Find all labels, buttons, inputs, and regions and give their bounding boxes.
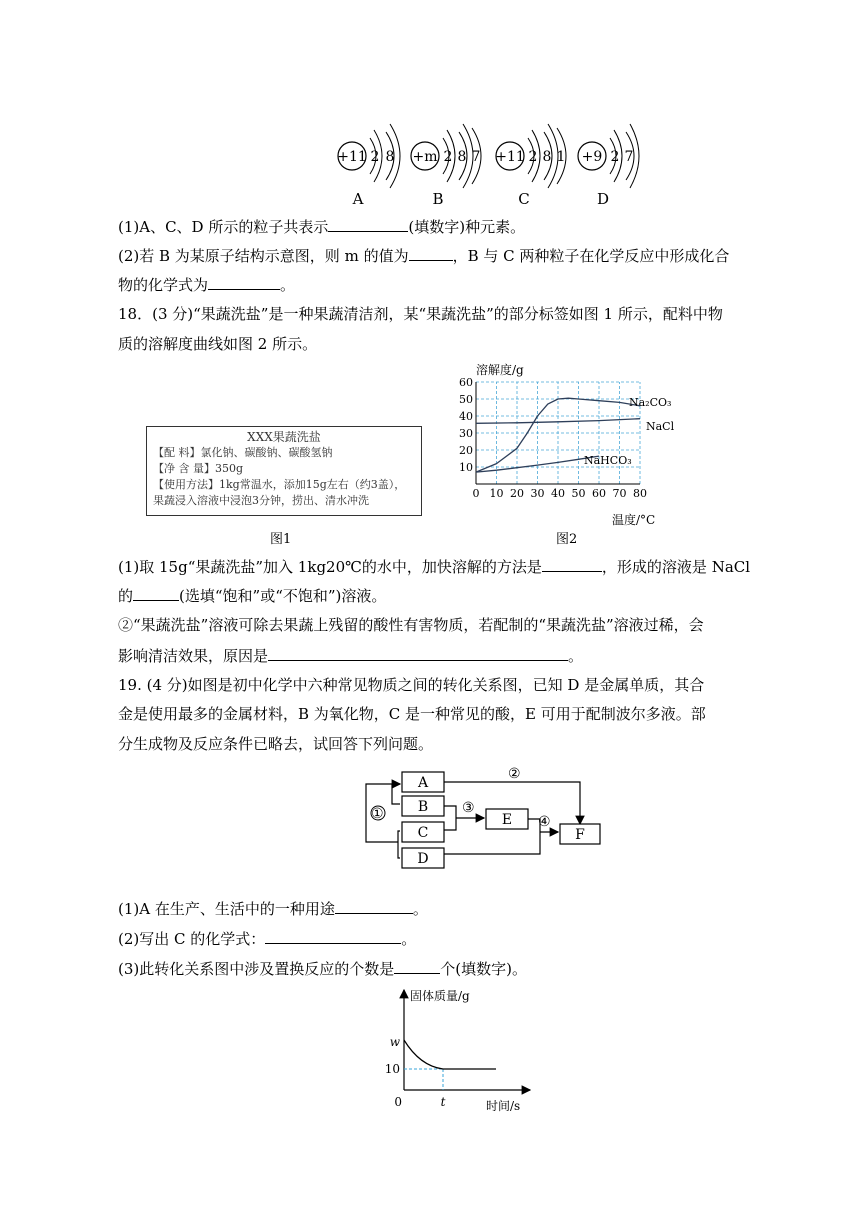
particle-b-shell-3: 7 — [471, 149, 481, 165]
svg-text:B: B — [417, 799, 429, 815]
q17-part1: (1)A、C、D 所示的粒子共表示 (填数字)种元素。 — [118, 218, 526, 236]
step-1-label: ① — [371, 806, 384, 822]
q17-part2: (2)若 B 为某原子结构示意图，则 m 的值为 ，B 与 C 两种粒子在化学反应中形成化合 — [118, 247, 730, 265]
product-label-usage: 【使用方法】1kg常温水，添加15g左右（约3盖）， — [153, 478, 406, 491]
q19-part2: (2)写出 C 的化学式： 。 — [118, 930, 417, 948]
q19-intro-2: 金是使用最多的金属材料，B 为氧化物，C 是一种常见的酸，E 可用于配制波尔多液。部 — [118, 705, 706, 723]
answer-blank[interactable] — [409, 245, 453, 261]
svg-text:E: E — [501, 812, 513, 828]
x-tick-label: 20 — [510, 487, 524, 500]
mass-curve — [404, 1040, 496, 1069]
figure-1-caption: 图1 — [270, 532, 292, 547]
svg-text:D: D — [417, 851, 429, 867]
mass-origin-tick: 0 — [394, 1095, 402, 1109]
particle-c-shell-2: 8 — [542, 149, 552, 165]
atom-structure-diagram — [330, 118, 650, 210]
mass-w-tick: w — [389, 1035, 400, 1049]
particle-d-shell-2: 7 — [624, 149, 634, 165]
q18-intro-2: 质的溶解度曲线如图 2 所示。 — [118, 335, 318, 353]
q18-part2-cont: 影响清洁效果，原因是 。 — [118, 647, 584, 665]
q18-part1: (1)取 15g“果蔬洗盐”加入 1kg20℃的水中，加快溶解的方法是 ，形成的溶液是 NaCl — [118, 558, 751, 576]
particle-c-letter: C — [518, 190, 530, 208]
mass-t-tick: t — [440, 1095, 446, 1109]
mass-y-axis-label: 固体质量/g — [410, 989, 470, 1003]
solubility-y-axis-label: 溶解度/g — [476, 363, 524, 377]
particle-d-nucleus: +9 — [581, 149, 603, 165]
particle-b — [411, 124, 481, 208]
x-tick-label: 70 — [612, 487, 627, 500]
mass-time-chart — [380, 982, 550, 1116]
figure-2-caption: 图2 — [556, 532, 578, 547]
particle-a-shell-1: 2 — [370, 149, 380, 165]
y-tick-label: 40 — [459, 410, 473, 423]
particle-b-nucleus: +m — [412, 149, 438, 165]
svg-text:C: C — [417, 825, 429, 841]
step-2-label: ② — [508, 766, 521, 782]
product-label-title: XXX果蔬洗盐 — [247, 430, 321, 444]
solubility-x-axis-label: 温度/°C — [612, 513, 656, 527]
step-3-label: ③ — [462, 800, 475, 816]
particle-c-shell-3: 1 — [556, 149, 566, 165]
mass-10-tick: 10 — [384, 1062, 400, 1076]
y-tick-label: 30 — [459, 427, 473, 440]
product-label — [146, 426, 422, 516]
q19-part1: (1)A 在生产、生活中的一种用途 。 — [118, 900, 428, 918]
series-label-na2co3: Na₂CO₃ — [629, 396, 672, 409]
answer-blank[interactable] — [268, 645, 568, 661]
particle-b-shell-1: 2 — [443, 149, 453, 165]
particle-d-shell-1: 2 — [610, 149, 620, 165]
particle-a — [337, 124, 400, 208]
mass-x-axis-label: 时间/s — [486, 1099, 521, 1113]
answer-blank[interactable] — [208, 274, 280, 290]
particle-b-shell-2: 8 — [457, 149, 467, 165]
x-tick-label: 30 — [530, 487, 545, 500]
x-tick-label: 40 — [551, 487, 565, 500]
x-tick-label: 80 — [633, 487, 647, 500]
q17-part2-cont: 物的化学式为 。 — [118, 276, 296, 294]
particle-c-shell-1: 2 — [528, 149, 538, 165]
particle-a-letter: A — [352, 190, 364, 208]
q19-part3: (3)此转化关系图中涉及置换反应的个数是 个(填数字)。 — [118, 960, 527, 978]
x-tick-label: 0 — [472, 487, 480, 500]
solubility-chart — [450, 362, 690, 530]
particle-c-nucleus: +11 — [495, 149, 525, 165]
particle-b-letter: B — [432, 190, 444, 208]
q18-part2: ②“果蔬洗盐”溶液可除去果蔬上残留的酸性有害物质，若配制的“果蔬洗盐”溶液过稀，会 — [118, 616, 704, 634]
series-label-nacl: NaCl — [646, 420, 675, 433]
y-tick-label: 20 — [459, 444, 473, 457]
q19-intro-1: 19. (4 分)如图是初中化学中六种常见物质之间的转化关系图，已知 D 是金属单质，其合 — [118, 676, 705, 694]
answer-blank[interactable] — [328, 216, 408, 232]
answer-blank[interactable] — [265, 928, 401, 944]
y-tick-label: 50 — [459, 393, 473, 406]
particle-a-shell-2: 8 — [385, 149, 395, 165]
series-label-nahco3: NaHCO₃ — [584, 454, 632, 467]
y-tick-label: 60 — [459, 376, 473, 389]
x-tick-label: 10 — [489, 487, 504, 500]
particle-d-letter: D — [596, 190, 610, 208]
q18-intro-1: 18．(3 分)“果蔬洗盐”是一种果蔬清洁剂，某“果蔬洗盐”的部分标签如图 1 所示，配料中物 — [118, 305, 723, 323]
answer-blank[interactable] — [542, 556, 602, 572]
answer-blank[interactable] — [133, 585, 179, 601]
answer-blank[interactable] — [394, 958, 440, 974]
x-tick-label: 60 — [592, 487, 606, 500]
product-label-net-weight: 【净 含 量】350g — [153, 462, 244, 475]
conversion-diagram — [360, 764, 610, 872]
q19-intro-3: 分生成物及反应条件已略去，试回答下列问题。 — [118, 735, 434, 753]
y-tick-label: 10 — [459, 461, 473, 474]
particle-d — [578, 124, 639, 208]
q18-part1-cont: 的 (选填“饱和”或“不饱和”)溶液。 — [118, 587, 387, 605]
svg-text:F: F — [575, 827, 585, 843]
step-4-label: ④ — [538, 814, 551, 830]
x-tick-label: 50 — [571, 487, 586, 500]
product-label-ingredients: 【配 料】氯化钠、碳酸钠、碳酸氢钠 — [153, 446, 333, 459]
particle-c — [495, 124, 566, 208]
product-label-usage-cont: 果蔬浸入溶液中浸泡3分钟，捞出、清水冲洗 — [153, 494, 369, 507]
particle-a-nucleus: +11 — [337, 149, 367, 165]
svg-text:A: A — [417, 775, 429, 791]
answer-blank[interactable] — [335, 898, 413, 914]
